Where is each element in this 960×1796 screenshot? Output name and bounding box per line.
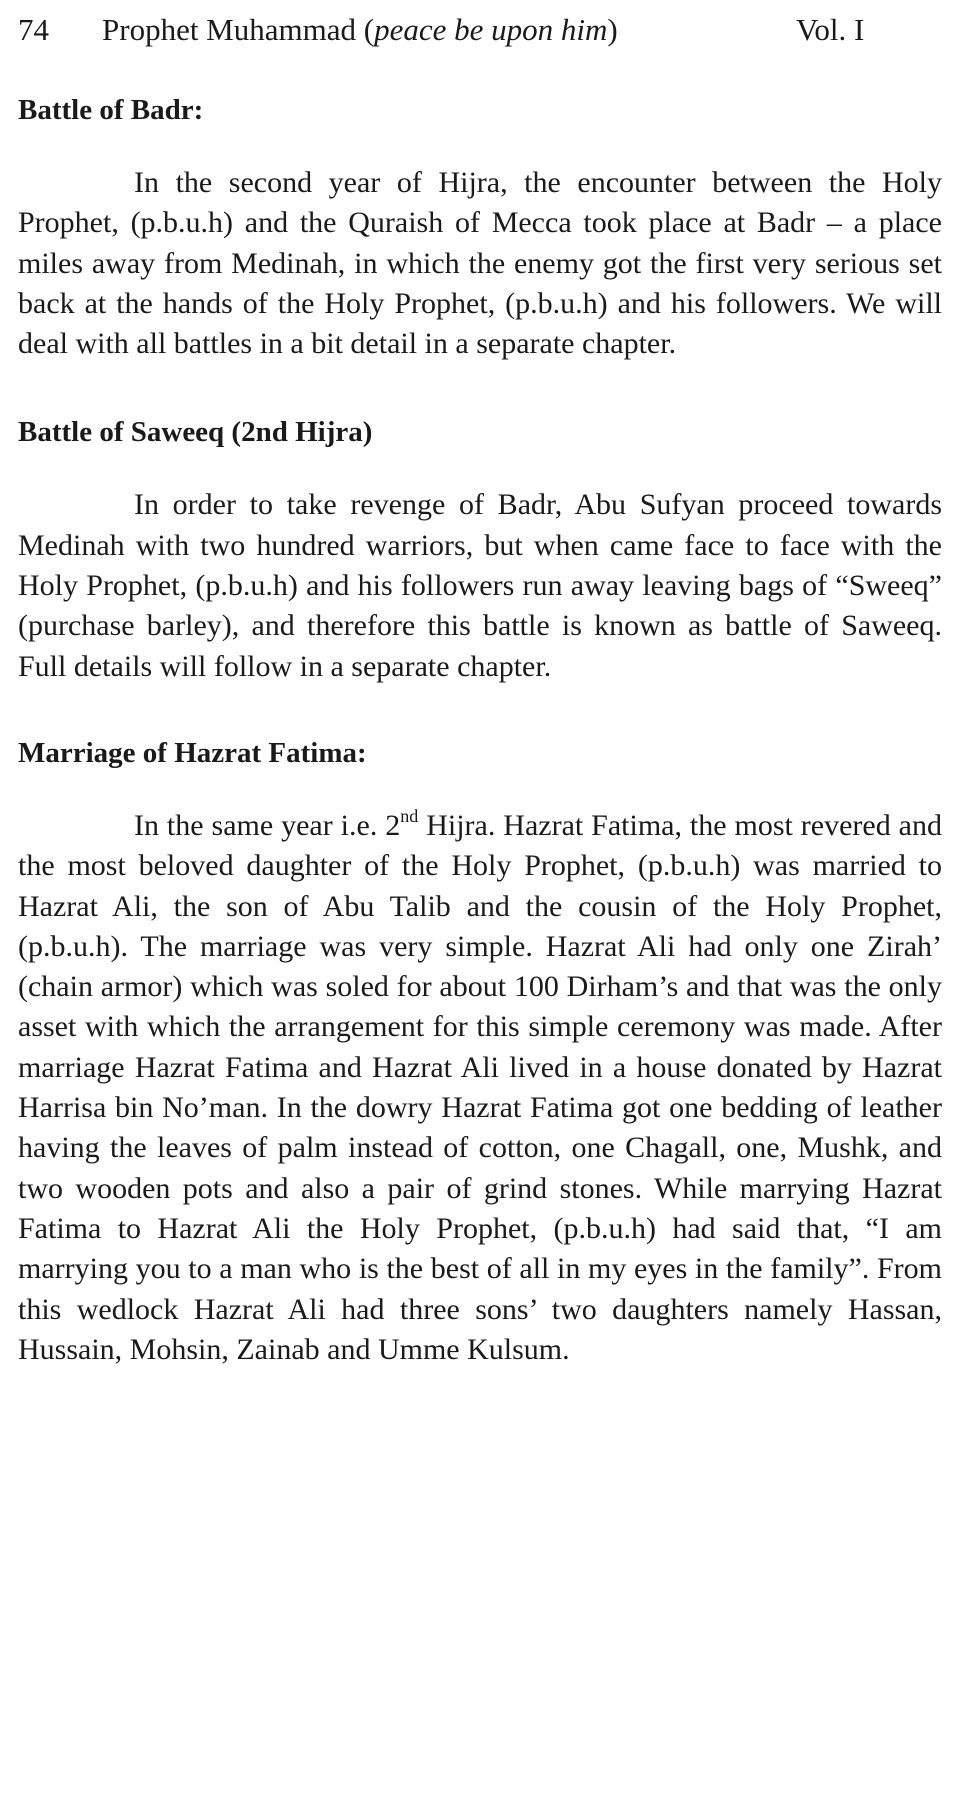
section-paragraph: In the second year of Hijra, the encounter between the Holy Prophet, (p.b.u.h) and the Quraish of Mecca took place at Badr – a place miles away from Medinah, in which the enemy got the first very serious set back at the hands of the Holy Prophet, (p.b.u.h) and his followers. We will deal with all battles in a bit detail in a separate chapter. <box>18 166 942 361</box>
paragraph-lead: In the same year i.e. 2 <box>134 808 401 842</box>
section-battle-of-saweeq <box>18 412 942 686</box>
running-header <box>18 10 942 50</box>
section-battle-of-badr <box>18 90 942 364</box>
section-paragraph <box>18 806 942 1370</box>
book-page <box>18 10 942 1370</box>
page-number: 74 <box>18 12 49 47</box>
book-title-suffix: ) <box>607 12 618 47</box>
section-marriage-of-hazrat-fatima <box>18 733 942 1370</box>
book-title-prefix: Prophet Muhammad ( <box>102 12 375 47</box>
book-title-italic: peace be upon him <box>374 12 608 47</box>
section-heading: Battle of Badr: <box>18 94 204 126</box>
paragraph-rest: Hijra. Hazrat Fatima, the most revered and the most beloved daughter of the Holy Prophet, (p.b.u.h) was married to Hazrat Ali, the son of Abu Talib and the cousin of the Holy Prophet, (p.b.u.h). The marriage was very simple. Hazrat Ali had only one Zirah’ (chain armor) which was soled for about 100 Dirham’s and that was the only asset with which the arrangement for this simple ceremony was made. After marriage Hazrat Fatima and Hazrat Ali lived in a house donated by Hazrat Harrisa bin No’man. In the dowry Hazrat Fatima got one bedding of leather having the leaves of palm instead of cotton, one Chagall, one, Mushk, and two wooden pots and also a pair of grind stones. While marrying Hazrat Fatima to Hazrat Ali the Holy Prophet, (p.b.u.h) had said that, “I am marrying you to a man who is the best of all in my eyes in the family”. From this wedlock Hazrat Ali had three sons’ two daughters namely Hassan, Hussain, Mohsin, Zainab and Umme Kulsum. <box>18 808 942 1366</box>
section-heading: Battle of Saweeq (2nd Hijra) <box>18 416 373 449</box>
section-heading: Marriage of Hazrat Fatima: <box>18 736 367 769</box>
section-paragraph: In order to take revenge of Badr, Abu Sufyan proceed towards Medinah with two hundred warriors, but when came face to face with the Holy Prophet, (p.b.u.h) and his followers run away leaving bags of “Sweeq” (purchase barley), and therefore this battle is known as battle of Saweeq. Full details will follow in a separate chapter. <box>18 488 942 683</box>
volume-label: Vol. I <box>796 12 865 47</box>
ordinal-superscript: nd <box>400 805 419 826</box>
book-title <box>102 10 618 50</box>
